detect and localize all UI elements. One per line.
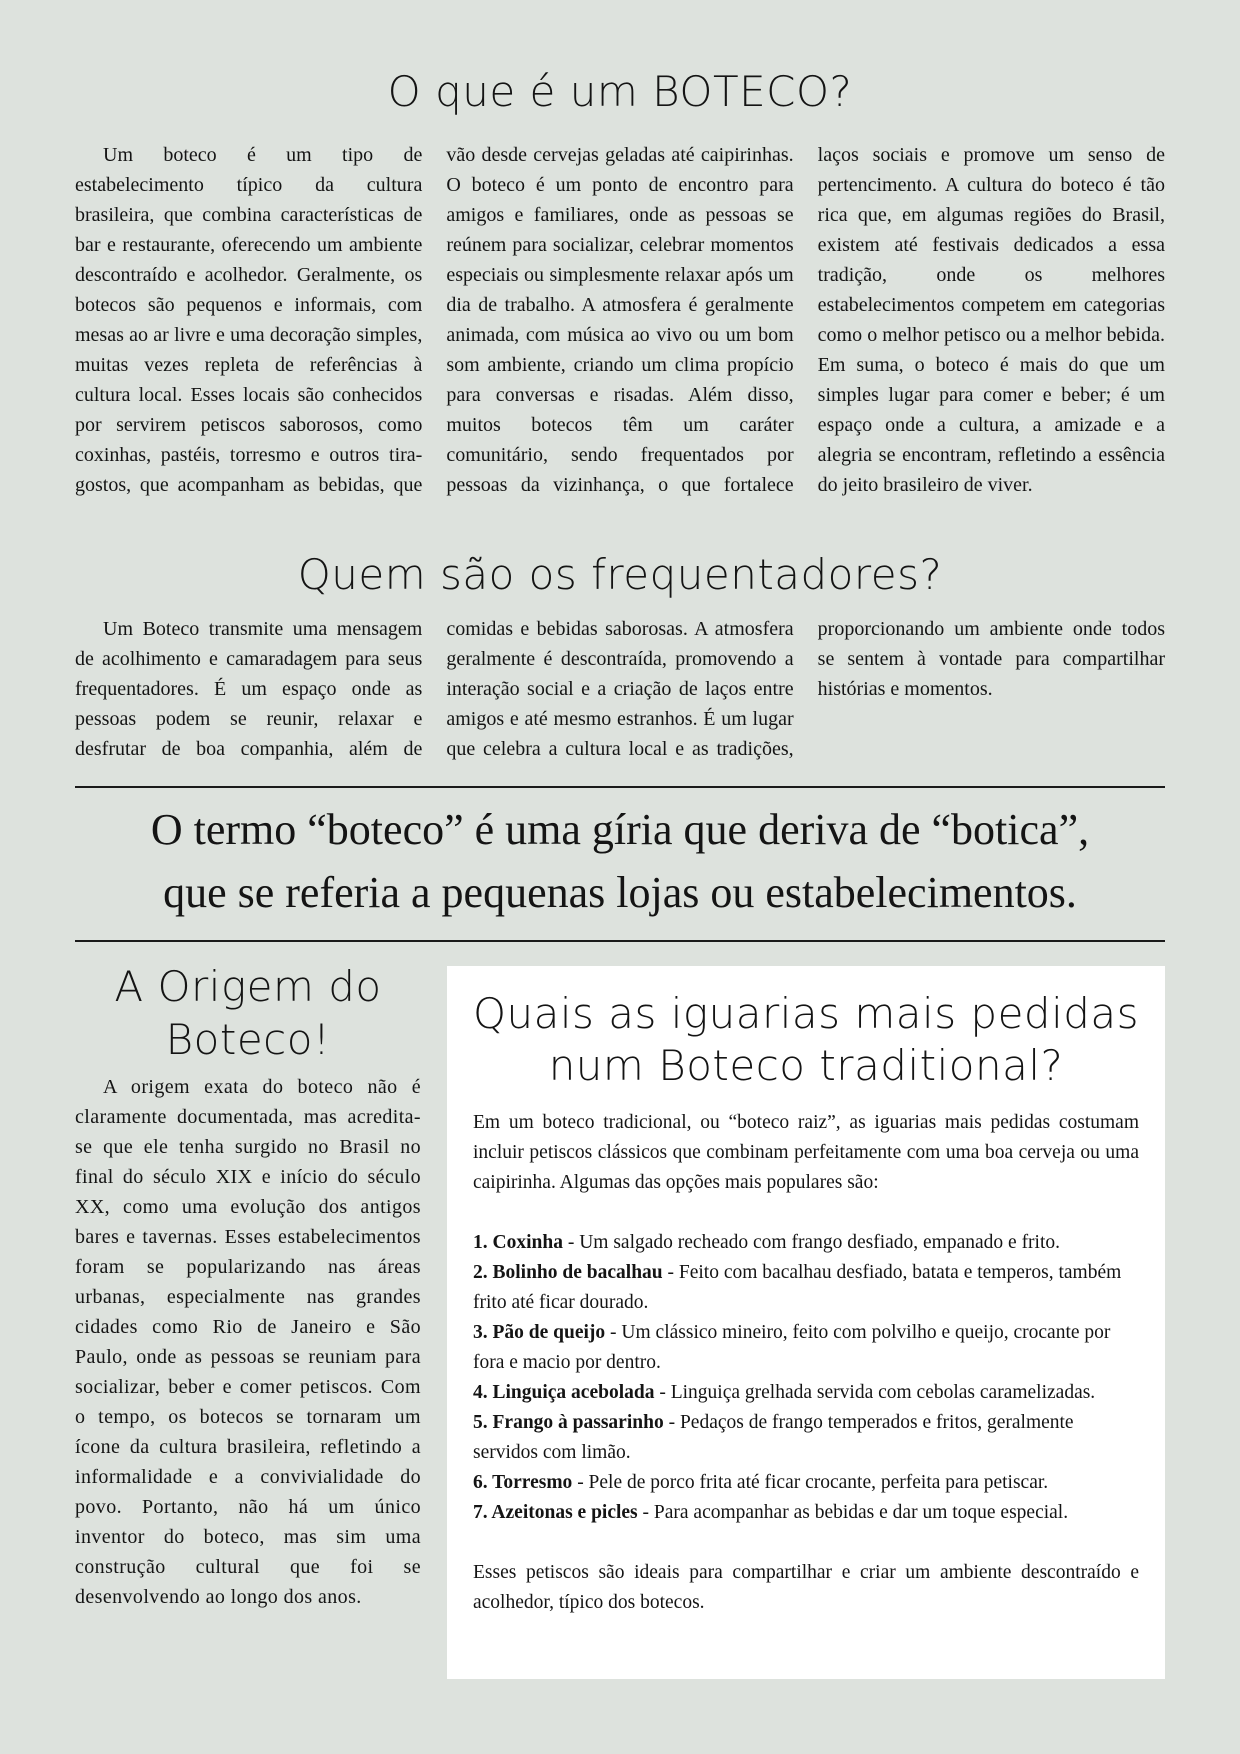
delicacies-list (473, 1228, 1139, 1528)
pull-quote-line-1: O termo “boteco” é uma gíria que deriva de “botica”, (150, 805, 1090, 854)
patrons-body: Um Boteco transmite uma mensagem de acolhimento e camaradagem para seus frequentadores. É um espaço onde as pessoas podem se reunir, relaxar e desfrutar de boa companhia, além de comidas e bebidas saborosas. A atmosfera geralmente é descontraída, promovendo a interação social e a criação de laços entre amigos e até mesmo estranhos. É um lugar que celebra a cultura local e as tradições, proporcionando um ambiente onde todos se sentem à vontade para compartilhar histórias e momentos. (75, 618, 1165, 760)
origin-body: A origem exata do boteco não é claramente documentada, mas acredita-se que ele tenha surgido no Brasil no final do século XIX e início do século XX, como uma evolução dos antigos bares e tavernas. Esses estabelecimentos foram se popularizando nas áreas urbanas, especialmente nas grandes cidades como Rio de Janeiro e São Paulo, onde as pessoas se reuniam para socializar, beber e comer petiscos. Com o tempo, os botecos se tornaram um ícone da cultura brasileira, refletindo a informalidade e a convivialidade do povo. Portanto, não há um único inventor do boteco, mas sim uma construção cultural que foi se desenvolvendo ao longo dos anos. (75, 1076, 421, 1608)
delicacies-closing: Esses petiscos são ideais para compartilhar e criar um ambiente descontraído e acolhedor, típico dos botecos. (473, 1562, 1139, 1613)
delicacies-box (447, 966, 1165, 1679)
what-is-boteco-body: Um boteco é um tipo de estabelecimento típico da cultura brasileira, que combina características de bar e restaurante, oferecendo um ambiente descontraído e acolhedor. Geralmente, os botecos são pequenos e informais, com mesas ao ar livre e uma decoração simples, muitas vezes repleta de referências à cultura local. Esses locais são conhecidos por servirem petiscos saborosos, como coxinhas, pastéis, torresmo e outros tira-gostos, que acompanham as bebidas, que vão desde cervejas geladas até caipirinhas. O boteco é um ponto de encontro para amigos e familiares, onde as pessoas se reúnem para socializar, celebrar momentos especiais ou simplesmente relaxar após um dia de trabalho. A atmosfera é geralmente animada, com música ao vivo ou um bom som ambiente, criando um clima propício para conversas e risadas. Além disso, muitos botecos têm um caráter comunitário, sendo frequentados por pessoas da vizinhança, o que fortalece laços sociais e promove um senso de pertencimento. A cultura do boteco é tão rica que, em algumas regiões do Brasil, existem até festivais dedicados a essa tradição, onde os melhores estabelecimentos competem em categorias como o melhor petisco ou a melhor bebida. Em suma, o boteco é mais do que um simples lugar para comer e beber; é um espaço onde a cultura, a amizade e a alegria se encontram, refletindo a essência do jeito brasileiro de viver. (75, 144, 1165, 496)
item-name: 3. Pão de queijo (473, 1322, 606, 1343)
item-desc: - Pedaços de frango temperados e fritos, geralmente servidos com limão. (473, 1412, 1074, 1463)
section-title-delicacies (447, 988, 1165, 1092)
list-item (473, 1258, 1139, 1318)
section-title-origin (75, 960, 421, 1066)
item-desc: - Pele de porco frita até ficar crocante, perfeita para petiscar. (572, 1472, 1049, 1493)
delicacies-body (473, 1108, 1139, 1618)
item-name: 5. Frango à passarinho (473, 1412, 664, 1433)
patrons-article (75, 614, 1165, 764)
origin-title-line-1: A Origem do (114, 962, 382, 1011)
delicacies-intro: Em um boteco tradicional, ou “boteco raiz”, as iguarias mais pedidas costumam incluir petiscos clássicos que combinam perfeitamente com uma boa cerveja ou uma caipirinha. Algumas das opções mais populares são: (473, 1112, 1139, 1193)
item-name: 7. Azeitonas e picles (473, 1502, 638, 1523)
list-item (473, 1318, 1139, 1378)
pull-quote (75, 798, 1165, 924)
section-title-who-are-patrons: Quem são os frequentadores? (297, 550, 943, 599)
origin-title-line-2: Boteco! (165, 1015, 331, 1064)
item-desc: - Um salgado recheado com frango desfiado, empanado e frito. (562, 1232, 1061, 1253)
delicacies-title-line-2: num Boteco traditional? (548, 1041, 1064, 1090)
item-desc: - Feito com bacalhau desfiado, batata e temperos, também frito até ficar dourado. (473, 1262, 1122, 1313)
item-desc: - Para acompanhar as bebidas e dar um toque especial. (637, 1502, 1069, 1523)
list-item (473, 1408, 1139, 1468)
item-name: 4. Linguiça acebolada (473, 1382, 655, 1403)
item-name: 6. Torresmo (473, 1472, 573, 1493)
item-desc: - Linguiça grelhada servida com cebolas caramelizadas. (654, 1382, 1096, 1403)
pull-quote-line-2: que se referia a pequenas lojas ou estabelecimentos. (163, 868, 1077, 917)
delicacies-title-line-1: Quais as iguarias mais pedidas (472, 989, 1140, 1038)
section-title-what-is-boteco: O que é um BOTECO? (387, 67, 853, 116)
list-item (473, 1228, 1139, 1258)
list-item (473, 1378, 1139, 1408)
list-item (473, 1498, 1139, 1528)
item-name: 1. Coxinha (473, 1232, 563, 1253)
item-desc: - Um clássico mineiro, feito com polvilho e queijo, crocante por fora e macio por dentro. (473, 1322, 1111, 1373)
divider-bottom (75, 940, 1165, 942)
what-is-boteco-article (75, 140, 1165, 530)
list-item (473, 1468, 1139, 1498)
divider-top (75, 786, 1165, 788)
item-name: 2. Bolinho de bacalhau (473, 1262, 663, 1283)
